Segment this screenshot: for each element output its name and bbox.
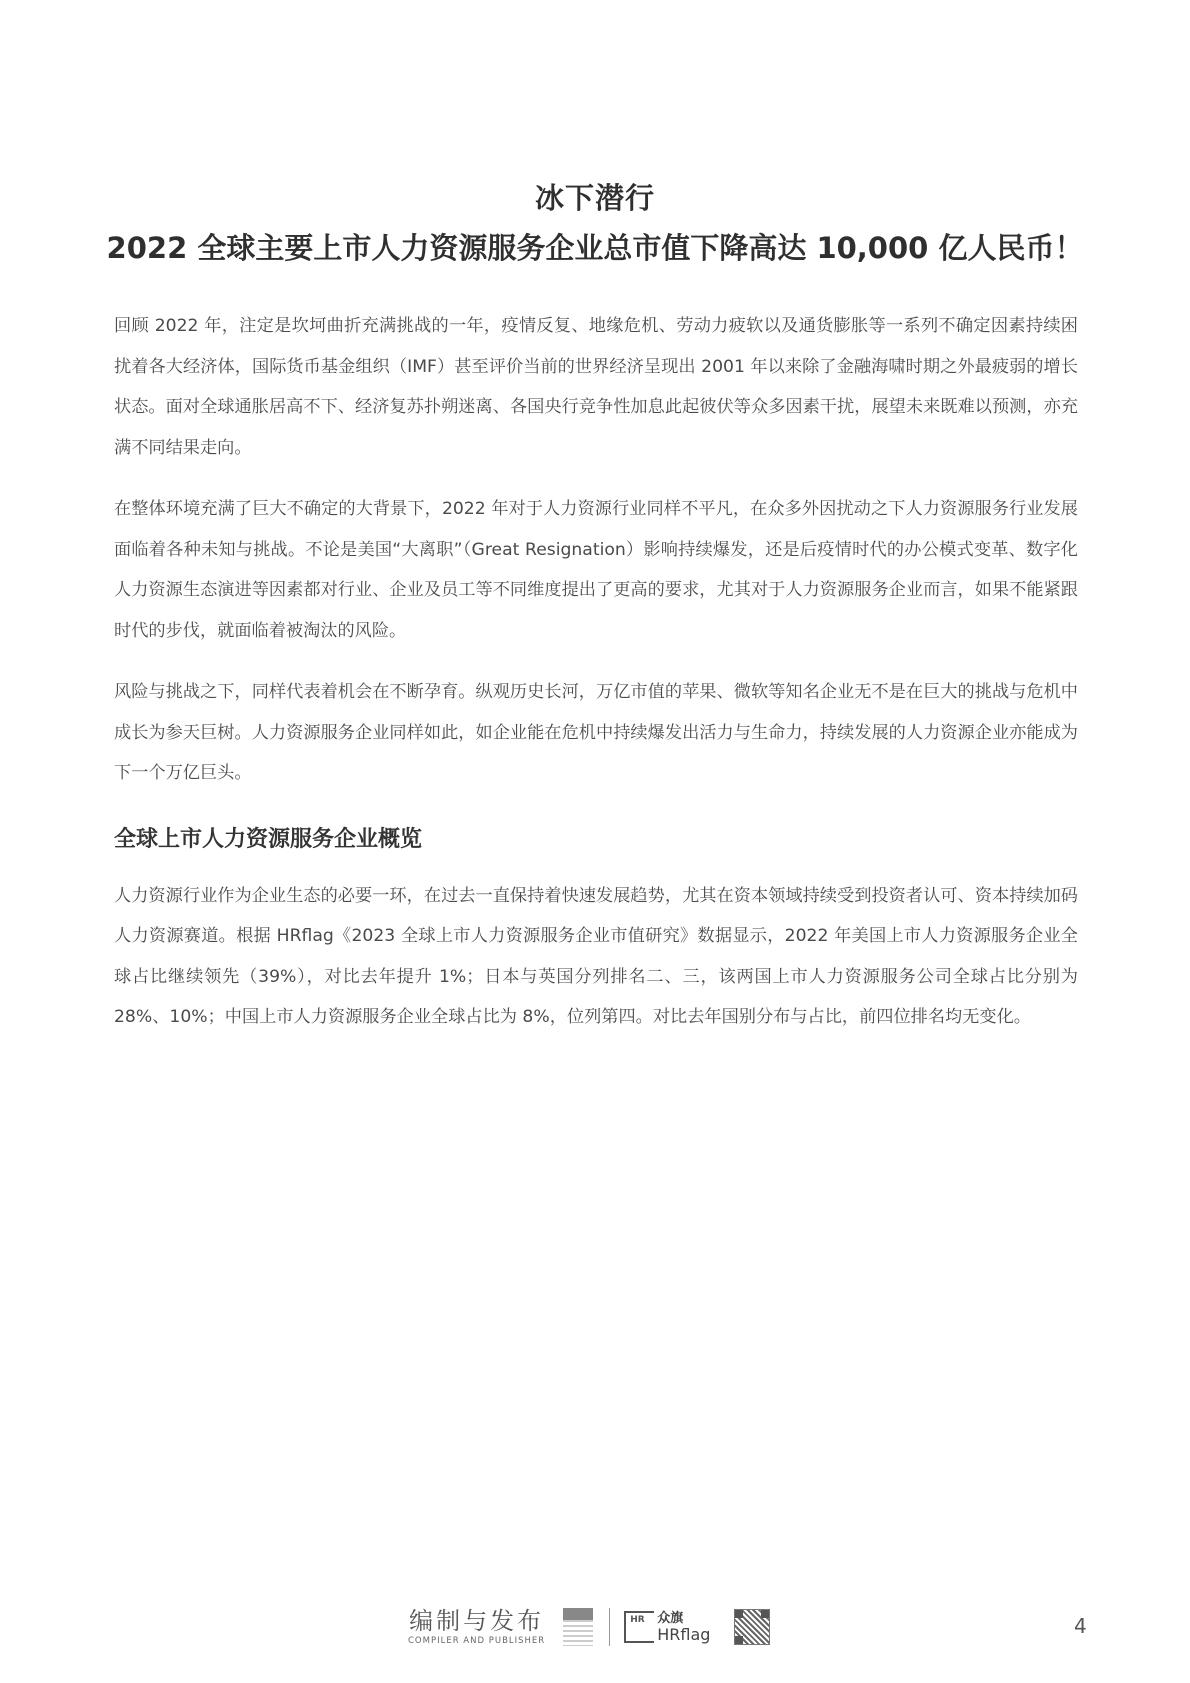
- page-title: 冰下潜行: [534, 181, 655, 215]
- page-subtitle: 2022 全球主要上市人力资源服务企业总市值下降高达 10,000 亿人民币！: [106, 231, 1084, 265]
- paragraph-3: 风险与挑战之下，同样代表着机会在不断孕育。纵观历史长河，万亿市值的苹果、微软等知名企业无不是在巨大的挑战与危机中成长为参天巨树。人力资源服务企业同样如此，如企业能在危机中持续爆发出活力与生命力，持续发展的人力资源企业亦能成为下一个万亿巨头。: [114, 682, 1078, 783]
- hr-box-icon: HR: [624, 1611, 654, 1643]
- publisher-en: COMPILER AND PUBLISHER: [408, 1636, 546, 1646]
- paragraph-2: 在整体环境充满了巨大不确定的大背景下，2022 年对于人力资源行业同样不平凡，在众多外因扰动之下人力资源服务行业发展面临着各种未知与挑战。不论是美国“大离职”（Great Resignation）影响持续爆发，还是后疫情时代的办公模式变革、数字化人力资源生态演进等因素都对行业、企业及员工等不同维度提出了更高的要求，尤其对于人力资源服务企业而言，如果不能紧跟时代的步伐，就面临着被淘汰的风险。: [114, 499, 1078, 641]
- hrflag-logo: [624, 1611, 710, 1643]
- section-heading: 全球上市人力资源服务企业概览: [114, 826, 423, 852]
- publisher-cn: 编制与发布: [409, 1607, 545, 1635]
- footer: [408, 1605, 770, 1649]
- article-body: [114, 306, 1078, 1059]
- hrflag-cn: 众旗: [657, 1611, 684, 1626]
- qr-code-icon: [734, 1609, 770, 1645]
- hrflag-en: HRflag: [657, 1625, 711, 1644]
- footer-divider: [609, 1608, 610, 1646]
- paragraph-1: 回顾 2022 年，注定是坎坷曲折充满挑战的一年，疫情反复、地缘危机、劳动力疲软以及通货膨胀等一系列不确定因素持续困扰着各大经济体，国际货币基金组织（IMF）甚至评价当前的世界经济呈现出 2001 年以来除了金融海啸时期之外最疲弱的增长状态。面对全球通胀居高不下、经济复苏扑朔迷离、各国央行竞争性加息此起彼伏等众多因素干扰，展望未来既难以预测，亦充满不同结果走向。: [114, 316, 1078, 458]
- publisher-label: [408, 1607, 545, 1647]
- business-school-logo: [563, 1608, 593, 1646]
- page-number: 4: [1074, 1614, 1087, 1638]
- title-block: [100, 176, 1090, 270]
- section-paragraph: 人力资源行业作为企业生态的必要一环，在过去一直保持着快速发展趋势，尤其在资本领域持续受到投资者认可、资本持续加码人力资源赛道。根据 HRflag《2023 全球上市人力资源服务企业市值研究》数据显示，2022 年美国上市人力资源服务企业全球占比继续领先（39%），对比去年提升 1%；日本与英国分列排名二、三，该两国上市人力资源服务公司全球占比分别为 28%、10%；中国上市人力资源服务企业全球占比为 8%，位列第四。对比去年国别分布与占比，前四位排名均无变化。: [114, 885, 1078, 1027]
